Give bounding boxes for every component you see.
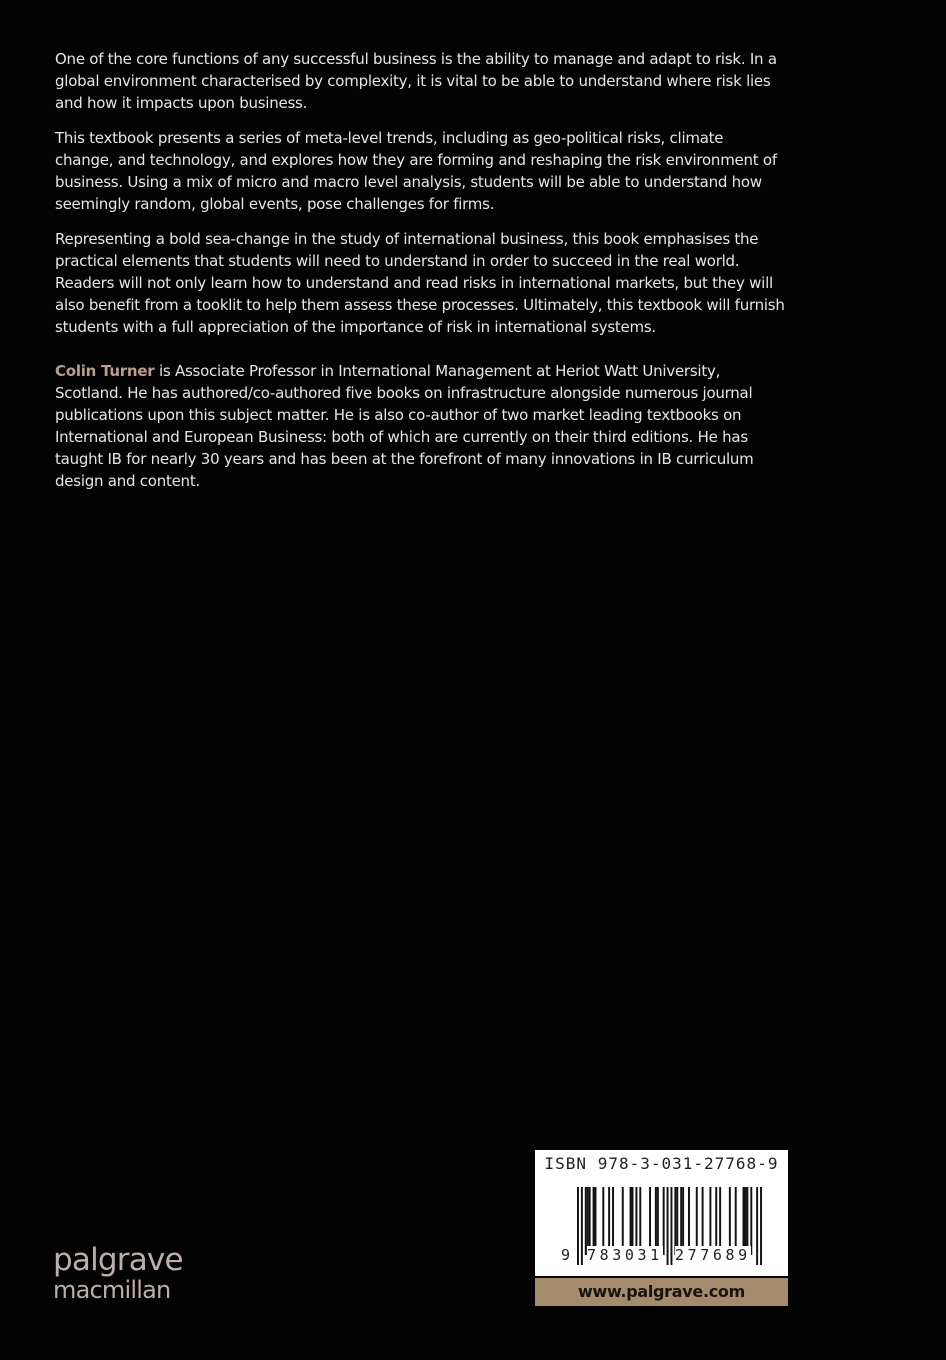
barcode-bar [680, 1187, 682, 1255]
palgrave-macmillan-logo [53, 1243, 183, 1303]
barcode-bar [696, 1187, 698, 1255]
barcode-bar [655, 1187, 657, 1255]
barcode-bar [581, 1187, 583, 1265]
logo-line-2: macmillan [53, 1276, 171, 1304]
barcode-bar [630, 1187, 632, 1255]
barcode-bar [577, 1187, 579, 1265]
barcode-bar [649, 1187, 651, 1255]
barcode-bar [735, 1187, 737, 1255]
barcode-bar [657, 1187, 659, 1255]
barcode-bar [670, 1187, 672, 1265]
blurb-paragraph-2: This textbook presents a series of meta-level trends, including as geo-political risks, climate change, and technology, and explores how they are forming and reshaping the risk environment of business. Using a mix of micro and macro level analysis, students will be able to understand how seemingly random, global events, pose challenges for firms. [55, 129, 777, 213]
author-bio [55, 360, 785, 492]
barcode-bar [585, 1187, 587, 1255]
barcode-bar [756, 1187, 758, 1265]
author-name: Colin Turner [55, 362, 155, 380]
barcode-bar [743, 1187, 745, 1255]
barcode-bar [589, 1187, 591, 1255]
barcode-bar [587, 1187, 589, 1255]
barcode-bar [750, 1187, 752, 1255]
barcode-bar [744, 1187, 746, 1255]
barcode-bar [663, 1187, 665, 1255]
barcode-bar [760, 1187, 762, 1265]
author-bio-text: is Associate Professor in International Management at Heriot Watt University, Scotland. He has authored/co-authored five books on infrastructure alongside numerous journal publications upon this subject matter. He is also co-author of two market leading textbooks on International and European Business: both of which are currently on their third editions. He has taught IB for nearly 30 years and has been at the forefront of many innovations in IB curriculum design and content. [55, 362, 754, 490]
barcode-bar [622, 1187, 624, 1255]
barcode-bar [746, 1187, 748, 1255]
barcode-bar [674, 1187, 676, 1255]
barcode-first-digit: 9 [561, 1246, 571, 1264]
barcode-bar [709, 1187, 711, 1255]
back-cover-blurb [55, 48, 785, 505]
barcode-left-digits: 783031 [587, 1246, 663, 1264]
logo-line-1: palgrave [53, 1242, 183, 1278]
barcode-bar [612, 1187, 614, 1255]
barcode-bar [593, 1187, 595, 1255]
blurb-paragraph-1: One of the core functions of any successful business is the ability to manage and adapt to risk. In a global environment characterised by complexity, it is vital to be able to understand where risk lies and how it impacts upon business. [55, 50, 777, 112]
barcode-bar [688, 1187, 690, 1255]
barcode-bar [635, 1187, 637, 1255]
barcode-bar [632, 1187, 634, 1255]
barcode-right-digits: 277689 [675, 1246, 751, 1264]
barcode-bar [667, 1187, 669, 1265]
isbn-barcode [535, 1150, 788, 1276]
barcode-bar [702, 1187, 704, 1255]
barcode-bar [676, 1187, 678, 1255]
barcode-bar [595, 1187, 597, 1255]
barcode-bar [602, 1187, 604, 1255]
isbn-label: ISBN 978-3-031-27768-9 [544, 1154, 779, 1173]
publisher-url: www.palgrave.com [535, 1278, 788, 1306]
barcode-bar [682, 1187, 684, 1255]
barcode-bar [715, 1187, 717, 1255]
barcode-bar [608, 1187, 610, 1255]
barcode-bar [719, 1187, 721, 1255]
barcode-bar [729, 1187, 731, 1255]
barcode-bar [639, 1187, 641, 1255]
blurb-paragraph-3: Representing a bold sea-change in the study of international business, this book emphasises the practical elements that students will need to understand in order to succeed in the real world. Readers will not only learn how to understand and read risks in international markets, but they will also benefit from a tooklit to help them assess these processes. Ultimately, this textbook will furnish students with a full appreciation of the importance of risk in international systems. [55, 230, 785, 336]
